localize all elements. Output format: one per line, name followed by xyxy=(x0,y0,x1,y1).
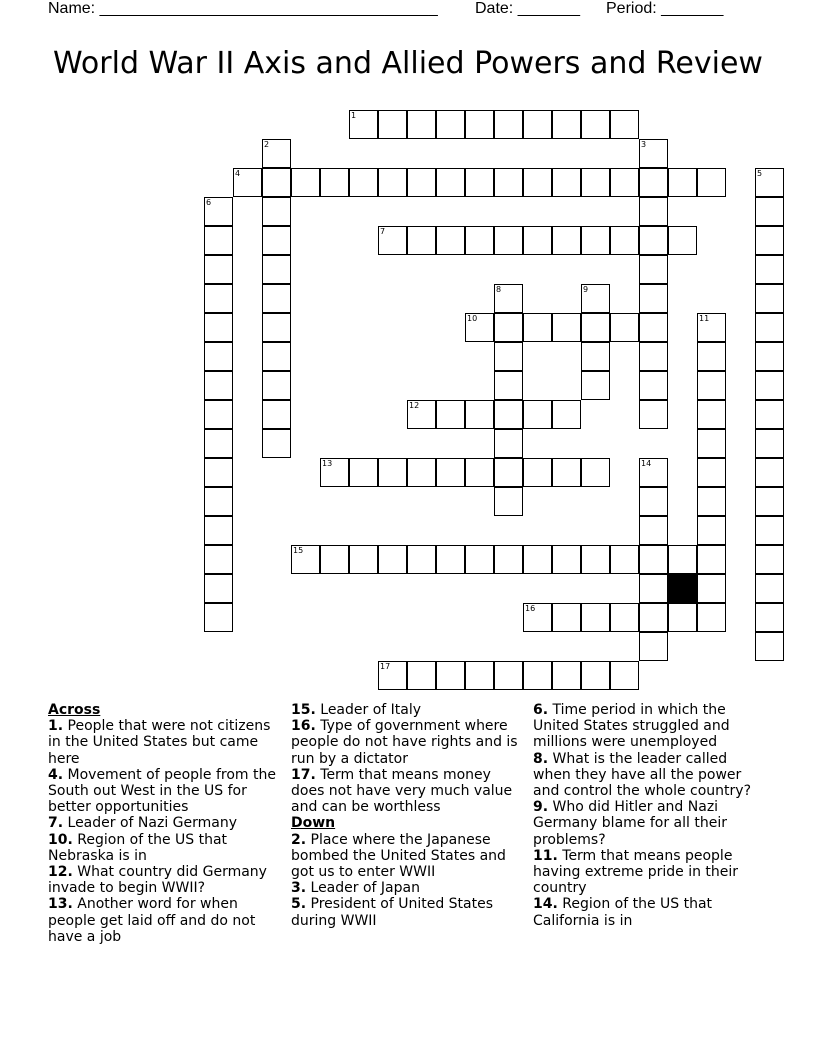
grid-cell[interactable] xyxy=(697,400,726,429)
name-field-label: Name: ______________________________________ xyxy=(48,0,438,17)
grid-cell[interactable] xyxy=(639,603,668,632)
grid-cell[interactable] xyxy=(494,487,523,516)
grid-cell[interactable] xyxy=(639,255,668,284)
clue-item xyxy=(291,880,527,896)
grid-cell[interactable] xyxy=(610,168,639,197)
page-title: World War II Axis and Allied Powers and Review xyxy=(53,46,763,81)
grid-cell[interactable] xyxy=(639,342,668,371)
grid-cell[interactable] xyxy=(639,400,668,429)
grid-cell[interactable] xyxy=(639,226,668,255)
grid-cell[interactable] xyxy=(378,110,407,139)
grid-cell[interactable] xyxy=(552,545,581,574)
grid-cell[interactable] xyxy=(639,313,668,342)
clue-item xyxy=(291,896,527,928)
grid-cell[interactable] xyxy=(262,371,291,400)
grid-cell[interactable] xyxy=(494,661,523,690)
grid-cell[interactable] xyxy=(697,574,726,603)
grid-cell[interactable] xyxy=(523,545,552,574)
grid-cell[interactable] xyxy=(262,226,291,255)
grid-cell[interactable] xyxy=(262,139,291,168)
grid-cell[interactable] xyxy=(581,371,610,400)
grid-cell[interactable] xyxy=(755,458,784,487)
grid-cell[interactable] xyxy=(204,487,233,516)
grid-cell[interactable] xyxy=(494,545,523,574)
grid-cell[interactable] xyxy=(755,168,784,197)
grid-cell[interactable] xyxy=(755,400,784,429)
grid-cell[interactable] xyxy=(755,487,784,516)
grid-cell[interactable] xyxy=(204,197,233,226)
clue-number: 2 xyxy=(264,140,270,149)
clue-number: 5 xyxy=(757,169,763,178)
grid-cell[interactable] xyxy=(407,545,436,574)
clue-item xyxy=(533,799,769,848)
clue-number: 1 xyxy=(351,111,357,120)
clue-item xyxy=(48,718,284,767)
grid-cell[interactable] xyxy=(378,226,407,255)
clue-text: President of United States during WWII xyxy=(291,896,494,929)
grid-cell[interactable] xyxy=(262,342,291,371)
clue-number-label: 5. xyxy=(291,896,307,913)
grid-cell[interactable] xyxy=(639,574,668,603)
grid-cell[interactable] xyxy=(494,284,523,313)
clue-item xyxy=(291,702,527,718)
grid-cell[interactable] xyxy=(755,197,784,226)
clue-number-label: 10. xyxy=(48,831,73,848)
clue-number: 6 xyxy=(206,198,212,207)
grid-cell[interactable] xyxy=(204,313,233,342)
grid-cell[interactable] xyxy=(755,603,784,632)
grid-cell[interactable] xyxy=(697,313,726,342)
clue-number: 15 xyxy=(293,546,304,555)
grid-cell[interactable] xyxy=(610,110,639,139)
grid-cell[interactable] xyxy=(581,168,610,197)
clue-number: 3 xyxy=(641,140,647,149)
clue-number-label: 7. xyxy=(48,815,64,832)
clue-item xyxy=(533,896,769,928)
grid-cell[interactable] xyxy=(523,458,552,487)
grid-cell[interactable] xyxy=(204,545,233,574)
grid-cell[interactable] xyxy=(610,226,639,255)
clue-item xyxy=(291,832,527,881)
grid-cell[interactable] xyxy=(697,342,726,371)
across-heading: Across xyxy=(48,702,101,718)
grid-cell[interactable] xyxy=(639,284,668,313)
grid-cell[interactable] xyxy=(349,110,378,139)
grid-cell[interactable] xyxy=(697,429,726,458)
clue-text: Another word for when people get laid off and do not have a job xyxy=(48,896,256,945)
grid-cell[interactable] xyxy=(349,458,378,487)
grid-cell[interactable] xyxy=(755,284,784,313)
grid-cell[interactable] xyxy=(610,313,639,342)
grid-cell[interactable] xyxy=(262,168,291,197)
grid-cell[interactable] xyxy=(204,342,233,371)
grid-cell[interactable] xyxy=(755,574,784,603)
grid-cell[interactable] xyxy=(407,458,436,487)
black-cell xyxy=(668,574,697,603)
grid-cell[interactable] xyxy=(755,313,784,342)
grid-cell[interactable] xyxy=(581,342,610,371)
grid-cell[interactable] xyxy=(755,342,784,371)
grid-cell[interactable] xyxy=(407,226,436,255)
grid-cell[interactable] xyxy=(320,458,349,487)
clue-number: 12 xyxy=(409,401,420,410)
grid-cell[interactable] xyxy=(436,458,465,487)
grid-cell[interactable] xyxy=(465,458,494,487)
clue-text: Movement of people from the South out West in the US for better opportunities xyxy=(48,766,276,816)
clue-number: 8 xyxy=(496,285,502,294)
grid-cell[interactable] xyxy=(465,110,494,139)
clue-number-label: 16. xyxy=(291,718,316,735)
grid-cell[interactable] xyxy=(262,197,291,226)
grid-cell[interactable] xyxy=(465,168,494,197)
grid-cell[interactable] xyxy=(610,661,639,690)
grid-cell[interactable] xyxy=(755,429,784,458)
grid-cell[interactable] xyxy=(639,458,668,487)
grid-cell[interactable] xyxy=(262,284,291,313)
clue-number-label: 11. xyxy=(533,847,558,864)
clue-number-label: 8. xyxy=(533,750,549,767)
grid-cell[interactable] xyxy=(552,313,581,342)
grid-cell[interactable] xyxy=(610,603,639,632)
grid-cell[interactable] xyxy=(407,110,436,139)
clue-number-label: 13. xyxy=(48,896,73,913)
grid-cell[interactable] xyxy=(668,603,697,632)
clue-item xyxy=(533,751,769,800)
grid-cell[interactable] xyxy=(523,110,552,139)
grid-cell[interactable] xyxy=(639,168,668,197)
grid-cell[interactable] xyxy=(262,400,291,429)
grid-cell[interactable] xyxy=(552,661,581,690)
grid-cell[interactable] xyxy=(465,545,494,574)
grid-cell[interactable] xyxy=(494,313,523,342)
grid-cell[interactable] xyxy=(204,400,233,429)
grid-cell[interactable] xyxy=(697,603,726,632)
clue-number-label: 2. xyxy=(291,831,307,848)
grid-cell[interactable] xyxy=(494,226,523,255)
grid-cell[interactable] xyxy=(581,226,610,255)
grid-cell[interactable] xyxy=(204,255,233,284)
grid-cell[interactable] xyxy=(639,197,668,226)
period-field-label: Period: _______ xyxy=(606,0,724,17)
grid-cell[interactable] xyxy=(639,632,668,661)
clue-text: What country did Germany invade to begin WWII? xyxy=(48,864,267,897)
grid-cell[interactable] xyxy=(552,458,581,487)
grid-cell[interactable] xyxy=(697,516,726,545)
grid-cell[interactable] xyxy=(204,516,233,545)
grid-cell[interactable] xyxy=(552,168,581,197)
grid-cell[interactable] xyxy=(494,429,523,458)
grid-cell[interactable] xyxy=(755,545,784,574)
grid-cell[interactable] xyxy=(755,371,784,400)
grid-cell[interactable] xyxy=(668,168,697,197)
grid-cell[interactable] xyxy=(755,226,784,255)
grid-cell[interactable] xyxy=(494,110,523,139)
clue-item xyxy=(533,848,769,897)
clue-number-label: 17. xyxy=(291,766,316,783)
grid-cell[interactable] xyxy=(349,168,378,197)
clue-item xyxy=(291,718,527,767)
grid-cell[interactable] xyxy=(581,603,610,632)
clue-text: Place where the Japanese bombed the United States and got us to enter WWII xyxy=(291,831,506,881)
grid-cell[interactable] xyxy=(204,284,233,313)
grid-cell[interactable] xyxy=(436,545,465,574)
clues-column-3 xyxy=(533,702,769,929)
clue-text: What is the leader called when they have all the power and control the whole country? xyxy=(533,750,752,800)
date-field-label: Date: _______ xyxy=(475,0,580,17)
grid-cell[interactable] xyxy=(668,226,697,255)
grid-cell[interactable] xyxy=(407,661,436,690)
grid-cell[interactable] xyxy=(639,545,668,574)
grid-cell[interactable] xyxy=(552,110,581,139)
grid-cell[interactable] xyxy=(320,545,349,574)
clue-item xyxy=(48,864,284,896)
clue-number: 14 xyxy=(641,459,652,468)
clue-number-label: 9. xyxy=(533,799,549,816)
grid-cell[interactable] xyxy=(436,400,465,429)
clue-text: Who did Hitler and Nazi Germany blame for all their problems? xyxy=(533,799,727,848)
clue-number-label: 15. xyxy=(291,702,316,718)
grid-cell[interactable] xyxy=(581,313,610,342)
grid-cell[interactable] xyxy=(233,168,262,197)
grid-cell[interactable] xyxy=(436,226,465,255)
grid-cell[interactable] xyxy=(755,255,784,284)
clue-number-label: 1. xyxy=(48,718,64,735)
clue-text: Term that means people having extreme pride in their country xyxy=(533,847,739,897)
clue-number: 9 xyxy=(583,285,589,294)
grid-cell[interactable] xyxy=(378,661,407,690)
clue-item xyxy=(48,767,284,816)
clue-item xyxy=(48,832,284,864)
grid-cell[interactable] xyxy=(581,284,610,313)
grid-cell[interactable] xyxy=(494,458,523,487)
grid-cell[interactable] xyxy=(407,168,436,197)
grid-cell[interactable] xyxy=(755,516,784,545)
grid-cell[interactable] xyxy=(262,313,291,342)
grid-cell[interactable] xyxy=(697,168,726,197)
clue-number-label: 6. xyxy=(533,702,549,718)
grid-cell[interactable] xyxy=(204,226,233,255)
grid-cell[interactable] xyxy=(639,371,668,400)
grid-cell[interactable] xyxy=(262,255,291,284)
grid-cell[interactable] xyxy=(291,545,320,574)
grid-cell[interactable] xyxy=(494,168,523,197)
grid-cell[interactable] xyxy=(378,168,407,197)
grid-cell[interactable] xyxy=(639,139,668,168)
grid-cell[interactable] xyxy=(465,226,494,255)
grid-cell[interactable] xyxy=(378,545,407,574)
clue-item xyxy=(48,896,284,945)
clue-text: Region of the US that Nebraska is in xyxy=(48,831,228,864)
grid-cell[interactable] xyxy=(436,661,465,690)
grid-cell[interactable] xyxy=(407,400,436,429)
clue-text: Leader of Japan xyxy=(310,880,420,897)
clue-text: People that were not citizens in the United States but came here xyxy=(48,718,271,767)
grid-cell[interactable] xyxy=(465,661,494,690)
clue-number: 10 xyxy=(467,314,478,323)
grid-cell[interactable] xyxy=(204,458,233,487)
grid-cell[interactable] xyxy=(552,226,581,255)
grid-cell[interactable] xyxy=(291,168,320,197)
grid-cell[interactable] xyxy=(581,661,610,690)
grid-cell[interactable] xyxy=(697,458,726,487)
grid-cell[interactable] xyxy=(523,661,552,690)
clues-column-1 xyxy=(48,702,284,945)
grid-cell[interactable] xyxy=(204,574,233,603)
grid-cell[interactable] xyxy=(465,313,494,342)
grid-cell[interactable] xyxy=(610,545,639,574)
clue-text: Leader of Italy xyxy=(320,702,422,718)
grid-cell[interactable] xyxy=(262,429,291,458)
clue-text: Term that means money does not have very much value and can be worthless xyxy=(291,766,513,816)
clue-item xyxy=(291,767,527,816)
down-heading: Down xyxy=(291,815,336,832)
clue-number: 16 xyxy=(525,604,536,613)
grid-cell[interactable] xyxy=(494,371,523,400)
clue-text: Time period in which the United States struggled and millions were unemployed xyxy=(533,702,730,751)
clue-number: 17 xyxy=(380,662,391,671)
grid-cell[interactable] xyxy=(552,603,581,632)
grid-cell[interactable] xyxy=(494,400,523,429)
clue-number: 13 xyxy=(322,459,333,468)
grid-cell[interactable] xyxy=(552,400,581,429)
clue-number-label: 12. xyxy=(48,864,73,881)
clue-number: 7 xyxy=(380,227,386,236)
clue-item xyxy=(533,702,769,751)
grid-cell[interactable] xyxy=(523,313,552,342)
grid-cell[interactable] xyxy=(639,487,668,516)
grid-cell[interactable] xyxy=(668,545,697,574)
grid-cell[interactable] xyxy=(639,516,668,545)
grid-cell[interactable] xyxy=(436,168,465,197)
grid-cell[interactable] xyxy=(320,168,349,197)
grid-cell[interactable] xyxy=(523,226,552,255)
grid-cell[interactable] xyxy=(581,110,610,139)
grid-cell[interactable] xyxy=(204,371,233,400)
grid-cell[interactable] xyxy=(378,458,407,487)
clue-item xyxy=(48,815,284,831)
clue-text: Leader of Nazi Germany xyxy=(67,815,237,832)
grid-cell[interactable] xyxy=(436,110,465,139)
grid-cell[interactable] xyxy=(204,429,233,458)
grid-cell[interactable] xyxy=(581,545,610,574)
clue-number-label: 14. xyxy=(533,896,558,913)
grid-cell[interactable] xyxy=(523,400,552,429)
grid-cell[interactable] xyxy=(755,632,784,661)
grid-cell[interactable] xyxy=(697,371,726,400)
clue-number: 11 xyxy=(699,314,710,323)
clue-number-label: 4. xyxy=(48,766,64,783)
grid-cell[interactable] xyxy=(349,545,378,574)
grid-cell[interactable] xyxy=(523,603,552,632)
grid-cell[interactable] xyxy=(581,458,610,487)
grid-cell[interactable] xyxy=(697,487,726,516)
grid-cell[interactable] xyxy=(494,342,523,371)
clue-text: Type of government where people do not have rights and is run by a dictator xyxy=(291,718,518,767)
grid-cell[interactable] xyxy=(465,400,494,429)
grid-cell[interactable] xyxy=(697,545,726,574)
clues-column-2 xyxy=(291,702,527,929)
clue-number-label: 3. xyxy=(291,880,307,897)
clue-text: Region of the US that California is in xyxy=(533,896,713,929)
grid-cell[interactable] xyxy=(204,603,233,632)
clue-number: 4 xyxy=(235,169,241,178)
grid-cell[interactable] xyxy=(523,168,552,197)
